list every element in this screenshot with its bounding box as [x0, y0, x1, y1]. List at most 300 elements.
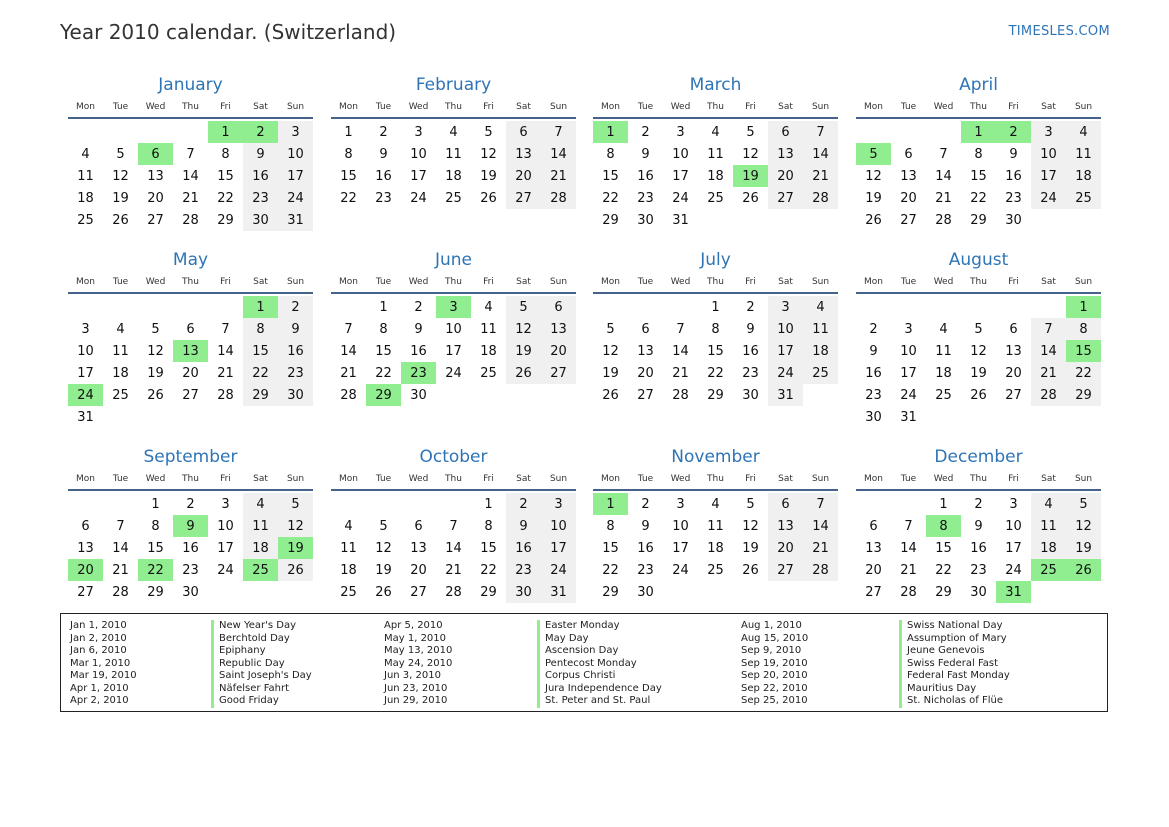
holiday-date: Apr 5, 2010: [384, 620, 443, 631]
weekday-label: Fri: [220, 277, 231, 287]
day-cell: 11: [935, 343, 952, 359]
day-cell: 17: [541, 537, 576, 559]
day-cell: 21: [217, 365, 234, 381]
day-cell: 4: [243, 493, 278, 515]
day-grid: [331, 296, 576, 406]
weekday-label: Tue: [637, 277, 654, 287]
day-cell: 11: [445, 146, 462, 162]
day-cell: 30: [1005, 212, 1022, 228]
holiday-name: Swiss National Day: [899, 620, 1010, 633]
weekday-label: Mon: [339, 474, 358, 484]
page-title: Year 2010 calendar. (Switzerland): [60, 20, 397, 44]
month-name: December: [934, 447, 1023, 467]
day-cell: 7: [344, 321, 353, 337]
month-name: July: [700, 250, 731, 270]
day-cell: 4: [1066, 121, 1101, 143]
holiday-date: Apr 2, 2010: [70, 695, 129, 706]
day-cell: 6: [186, 321, 195, 337]
weekday-label: Sun: [549, 474, 568, 484]
day-cell: 6: [81, 518, 90, 534]
day-cell: 11: [243, 515, 278, 537]
holiday-dates-column: [741, 620, 808, 708]
day-cell: 24: [278, 187, 313, 209]
day-cell: 3: [541, 493, 576, 515]
holiday-date: Jun 23, 2010: [384, 682, 448, 694]
day-cell: 11: [112, 343, 129, 359]
weekday-label: Wed: [408, 102, 429, 112]
day-cell: 12: [506, 318, 541, 340]
weekday-header: [331, 272, 576, 294]
day-cell: 27: [637, 387, 654, 403]
day-cell: 8: [344, 146, 353, 162]
day-cell: 8: [711, 321, 720, 337]
day-cell: 18: [445, 168, 462, 184]
holiday-day-cell: 1: [961, 121, 996, 143]
day-cell: 18: [935, 365, 952, 381]
weekday-label: Sat: [1041, 277, 1056, 287]
day-cell: 21: [541, 165, 576, 187]
day-cell: 27: [865, 584, 882, 600]
weekday-label: Wed: [933, 474, 954, 484]
day-cell: 22: [935, 562, 952, 578]
day-cell: 13: [410, 540, 427, 556]
day-cell: 5: [379, 518, 388, 534]
day-cell: 30: [865, 409, 882, 425]
weekday-label: Tue: [375, 102, 392, 112]
day-cell: 29: [935, 584, 952, 600]
day-cell: 19: [147, 365, 164, 381]
weekday-label: Thu: [445, 277, 462, 287]
day-cell: 23: [182, 562, 199, 578]
weekday-header: [856, 97, 1101, 119]
day-cell: 29: [602, 584, 619, 600]
day-cell: 26: [742, 190, 759, 206]
site-link[interactable]: TIMESLES.COM: [1008, 24, 1110, 39]
day-cell: 14: [182, 168, 199, 184]
day-cell: 3: [1031, 121, 1066, 143]
day-cell: 6: [506, 121, 541, 143]
day-cell: 5: [484, 124, 493, 140]
day-cell: 27: [541, 362, 576, 384]
empty-cell: [1031, 296, 1066, 318]
day-cell: 2: [506, 493, 541, 515]
day-cell: 9: [869, 343, 878, 359]
holiday-day-cell: 19: [733, 165, 768, 187]
weekday-header: [593, 469, 838, 491]
weekday-label: Fri: [483, 474, 494, 484]
weekday-label: Tue: [900, 277, 917, 287]
month-may: [68, 249, 313, 428]
holiday-date: Jan 6, 2010: [70, 645, 127, 656]
empty-cell: [663, 296, 698, 318]
day-cell: 19: [375, 562, 392, 578]
day-cell: 10: [672, 146, 689, 162]
day-cell: 28: [803, 559, 838, 581]
day-cell: 31: [768, 384, 803, 406]
weekday-label: Sun: [1074, 102, 1093, 112]
day-grid: [68, 121, 313, 231]
weekday-label: Tue: [900, 102, 917, 112]
day-cell: 8: [221, 146, 230, 162]
weekday-label: Mon: [339, 277, 358, 287]
day-cell: 18: [707, 168, 724, 184]
empty-cell: [103, 296, 138, 318]
day-cell: 11: [1066, 143, 1101, 165]
day-cell: 15: [970, 168, 987, 184]
day-cell: 2: [379, 124, 388, 140]
day-cell: 13: [147, 168, 164, 184]
weekday-label: Mon: [76, 277, 95, 287]
holiday-date: May 24, 2010: [384, 657, 453, 669]
day-cell: 10: [410, 146, 427, 162]
weekday-label: Tue: [112, 102, 129, 112]
day-cell: 30: [637, 212, 654, 228]
day-cell: 19: [112, 190, 129, 206]
weekday-label: Mon: [864, 102, 883, 112]
day-cell: 18: [1066, 165, 1101, 187]
day-cell: 6: [1009, 321, 1018, 337]
day-cell: 25: [480, 365, 497, 381]
weekday-label: Thu: [182, 474, 199, 484]
day-cell: 18: [480, 343, 497, 359]
day-cell: 28: [935, 212, 952, 228]
day-cell: 29: [147, 584, 164, 600]
day-cell: 9: [641, 518, 650, 534]
day-cell: 29: [480, 584, 497, 600]
day-cell: 29: [217, 212, 234, 228]
holiday-day-cell: 5: [856, 143, 891, 165]
day-cell: 20: [768, 165, 803, 187]
day-cell: 27: [410, 584, 427, 600]
day-cell: 2: [746, 299, 755, 315]
holiday-day-cell: 31: [996, 581, 1031, 603]
day-cell: 28: [217, 387, 234, 403]
day-cell: 11: [707, 146, 724, 162]
holiday-date: Sep 25, 2010: [741, 695, 808, 706]
day-cell: 17: [77, 365, 94, 381]
day-cell: 15: [602, 540, 619, 556]
weekday-label: Wed: [670, 102, 691, 112]
day-cell: 22: [707, 365, 724, 381]
day-cell: 8: [1066, 318, 1101, 340]
weekday-label: Thu: [707, 474, 724, 484]
holiday-day-cell: 1: [243, 296, 278, 318]
day-cell: 28: [900, 584, 917, 600]
day-cell: 3: [768, 296, 803, 318]
day-cell: 4: [939, 321, 948, 337]
day-cell: 9: [414, 321, 423, 337]
day-cell: 23: [742, 365, 759, 381]
weekday-label: Fri: [1008, 474, 1019, 484]
holiday-day-cell: 2: [996, 121, 1031, 143]
day-cell: 20: [541, 340, 576, 362]
day-cell: 17: [410, 168, 427, 184]
weekday-label: Wed: [408, 474, 429, 484]
day-cell: 8: [974, 146, 983, 162]
weekday-label: Fri: [1008, 102, 1019, 112]
holiday-name: Jeune Genevois: [899, 645, 1010, 658]
month-june: [331, 249, 576, 406]
day-cell: 14: [217, 343, 234, 359]
month-february: [331, 74, 576, 209]
day-cell: 16: [375, 168, 392, 184]
weekday-label: Sun: [286, 102, 305, 112]
weekday-label: Thu: [182, 102, 199, 112]
day-cell: 9: [974, 518, 983, 534]
holiday-name: Jura Independence Day: [537, 683, 662, 696]
day-cell: 24: [768, 362, 803, 384]
day-cell: 19: [865, 190, 882, 206]
weekday-label: Sun: [286, 474, 305, 484]
weekday-label: Mon: [339, 102, 358, 112]
weekday-label: Thu: [970, 102, 987, 112]
day-cell: 28: [182, 212, 199, 228]
weekday-label: Sun: [549, 102, 568, 112]
day-cell: 23: [375, 190, 392, 206]
day-cell: 20: [865, 562, 882, 578]
weekday-label: Fri: [745, 102, 756, 112]
holiday-name: Assumption of Mary: [899, 633, 1010, 646]
holiday-names-column: [537, 620, 662, 708]
weekday-label: Tue: [375, 277, 392, 287]
month-november: [593, 446, 838, 603]
day-cell: 7: [449, 518, 458, 534]
day-cell: 15: [935, 540, 952, 556]
weekday-label: Tue: [900, 474, 917, 484]
holiday-day-cell: 25: [243, 559, 278, 581]
day-grid: [68, 296, 313, 428]
weekday-label: Thu: [970, 474, 987, 484]
day-cell: 22: [970, 190, 987, 206]
weekday-label: Sun: [1074, 277, 1093, 287]
day-cell: 9: [506, 515, 541, 537]
holiday-day-cell: 1: [593, 121, 628, 143]
holiday-name: Berchtold Day: [211, 633, 312, 646]
day-cell: 17: [445, 343, 462, 359]
day-cell: 9: [243, 143, 278, 165]
day-cell: 24: [1031, 187, 1066, 209]
day-cell: 5: [151, 321, 160, 337]
month-name: November: [671, 447, 760, 467]
month-name: May: [172, 250, 209, 270]
day-cell: 21: [340, 365, 357, 381]
weekday-label: Sun: [549, 277, 568, 287]
day-cell: 23: [278, 362, 313, 384]
empty-cell: [891, 296, 926, 318]
month-august: [856, 249, 1101, 428]
month-december: [856, 446, 1101, 603]
day-cell: 14: [900, 540, 917, 556]
day-cell: 16: [1005, 168, 1022, 184]
weekday-label: Tue: [112, 474, 129, 484]
weekday-label: Thu: [970, 277, 987, 287]
day-cell: 24: [410, 190, 427, 206]
day-cell: 19: [602, 365, 619, 381]
day-cell: 10: [278, 143, 313, 165]
day-cell: 7: [186, 146, 195, 162]
day-cell: 20: [1005, 365, 1022, 381]
day-cell: 16: [278, 340, 313, 362]
day-cell: 16: [970, 540, 987, 556]
day-cell: 10: [1005, 518, 1022, 534]
day-cell: 3: [221, 496, 230, 512]
month-january: [68, 74, 313, 231]
day-cell: 27: [900, 212, 917, 228]
day-cell: 13: [768, 143, 803, 165]
holiday-date: Sep 20, 2010: [741, 670, 808, 681]
weekday-label: Thu: [707, 102, 724, 112]
day-cell: 8: [606, 518, 615, 534]
day-cell: 29: [707, 387, 724, 403]
day-cell: 30: [243, 209, 278, 231]
day-cell: 3: [414, 124, 423, 140]
day-cell: 7: [541, 121, 576, 143]
weekday-label: Fri: [1008, 277, 1019, 287]
day-cell: 18: [1031, 537, 1066, 559]
day-cell: 1: [939, 496, 948, 512]
day-cell: 6: [768, 121, 803, 143]
day-cell: 1: [711, 299, 720, 315]
day-cell: 30: [278, 384, 313, 406]
day-cell: 9: [278, 318, 313, 340]
day-cell: 14: [803, 515, 838, 537]
empty-cell: [208, 296, 243, 318]
holiday-name: Republic Day: [211, 658, 312, 671]
day-cell: 16: [637, 168, 654, 184]
holiday-date: Aug 15, 2010: [741, 632, 809, 644]
day-cell: 22: [602, 190, 619, 206]
day-cell: 15: [480, 540, 497, 556]
weekday-label: Sun: [811, 474, 830, 484]
day-cell: 8: [484, 518, 493, 534]
weekday-label: Wed: [408, 277, 429, 287]
day-cell: 10: [217, 518, 234, 534]
holiday-name: Swiss Federal Fast: [899, 658, 1010, 671]
day-cell: 6: [904, 146, 913, 162]
holiday-name: Epiphany: [211, 645, 312, 658]
day-cell: 1: [379, 299, 388, 315]
holiday-date: Apr 1, 2010: [70, 682, 129, 694]
day-cell: 20: [182, 365, 199, 381]
holiday-names-column: [211, 620, 312, 708]
holiday-day-cell: 26: [1066, 559, 1101, 581]
holiday-name: New Year's Day: [211, 620, 312, 633]
weekday-label: Sat: [253, 277, 268, 287]
weekday-label: Mon: [864, 277, 883, 287]
day-cell: 30: [410, 387, 427, 403]
day-cell: 23: [506, 559, 541, 581]
day-cell: 3: [278, 121, 313, 143]
day-grid: [593, 493, 838, 603]
day-cell: 14: [1031, 340, 1066, 362]
day-cell: 16: [865, 365, 882, 381]
weekday-label: Wed: [145, 102, 166, 112]
day-grid: [856, 296, 1101, 428]
day-cell: 20: [147, 190, 164, 206]
empty-cell: [891, 493, 926, 515]
day-cell: 13: [541, 318, 576, 340]
day-cell: 15: [707, 343, 724, 359]
day-cell: 2: [278, 296, 313, 318]
empty-cell: [856, 121, 891, 143]
day-cell: 30: [182, 584, 199, 600]
day-cell: 26: [970, 387, 987, 403]
empty-cell: [331, 296, 366, 318]
day-cell: 29: [602, 212, 619, 228]
holiday-day-cell: 2: [243, 121, 278, 143]
day-cell: 17: [1005, 540, 1022, 556]
weekday-header: [856, 469, 1101, 491]
holiday-day-cell: 25: [1031, 559, 1066, 581]
day-cell: 16: [182, 540, 199, 556]
day-grid: [593, 121, 838, 231]
holiday-name: Saint Joseph's Day: [211, 670, 312, 683]
day-cell: 15: [340, 168, 357, 184]
holiday-date: Jan 2, 2010: [70, 632, 127, 644]
weekday-label: Mon: [601, 102, 620, 112]
day-cell: 24: [1005, 562, 1022, 578]
weekday-label: Thu: [182, 277, 199, 287]
day-cell: 14: [340, 343, 357, 359]
empty-cell: [961, 296, 996, 318]
holiday-name: Näfelser Fahrt: [211, 683, 312, 696]
day-cell: 20: [637, 365, 654, 381]
day-cell: 14: [445, 540, 462, 556]
empty-cell: [68, 121, 103, 143]
day-cell: 17: [672, 540, 689, 556]
day-cell: 5: [974, 321, 983, 337]
day-cell: 15: [602, 168, 619, 184]
day-cell: 7: [803, 121, 838, 143]
day-cell: 25: [803, 362, 838, 384]
day-cell: 2: [641, 496, 650, 512]
empty-cell: [331, 493, 366, 515]
day-cell: 3: [676, 496, 685, 512]
day-grid: [593, 296, 838, 406]
empty-cell: [68, 296, 103, 318]
day-cell: 1: [151, 496, 160, 512]
day-cell: 12: [602, 343, 619, 359]
weekday-header: [331, 469, 576, 491]
day-cell: 28: [1031, 384, 1066, 406]
empty-cell: [436, 493, 471, 515]
day-cell: 21: [182, 190, 199, 206]
day-cell: 4: [344, 518, 353, 534]
day-cell: 18: [243, 537, 278, 559]
day-cell: 26: [602, 387, 619, 403]
day-cell: 11: [1031, 515, 1066, 537]
day-cell: 4: [116, 321, 125, 337]
empty-cell: [103, 493, 138, 515]
weekday-label: Wed: [670, 474, 691, 484]
day-cell: 25: [445, 190, 462, 206]
day-cell: 28: [803, 187, 838, 209]
day-cell: 14: [935, 168, 952, 184]
holiday-dates-column: [70, 620, 137, 708]
day-cell: 21: [112, 562, 129, 578]
weekday-label: Fri: [220, 474, 231, 484]
holiday-day-cell: 6: [138, 143, 173, 165]
day-cell: 15: [217, 168, 234, 184]
day-cell: 17: [900, 365, 917, 381]
day-cell: 28: [112, 584, 129, 600]
day-cell: 22: [243, 362, 278, 384]
day-cell: 23: [637, 562, 654, 578]
day-cell: 22: [375, 365, 392, 381]
holiday-day-cell: 1: [1066, 296, 1101, 318]
day-cell: 27: [77, 584, 94, 600]
weekday-label: Mon: [76, 102, 95, 112]
